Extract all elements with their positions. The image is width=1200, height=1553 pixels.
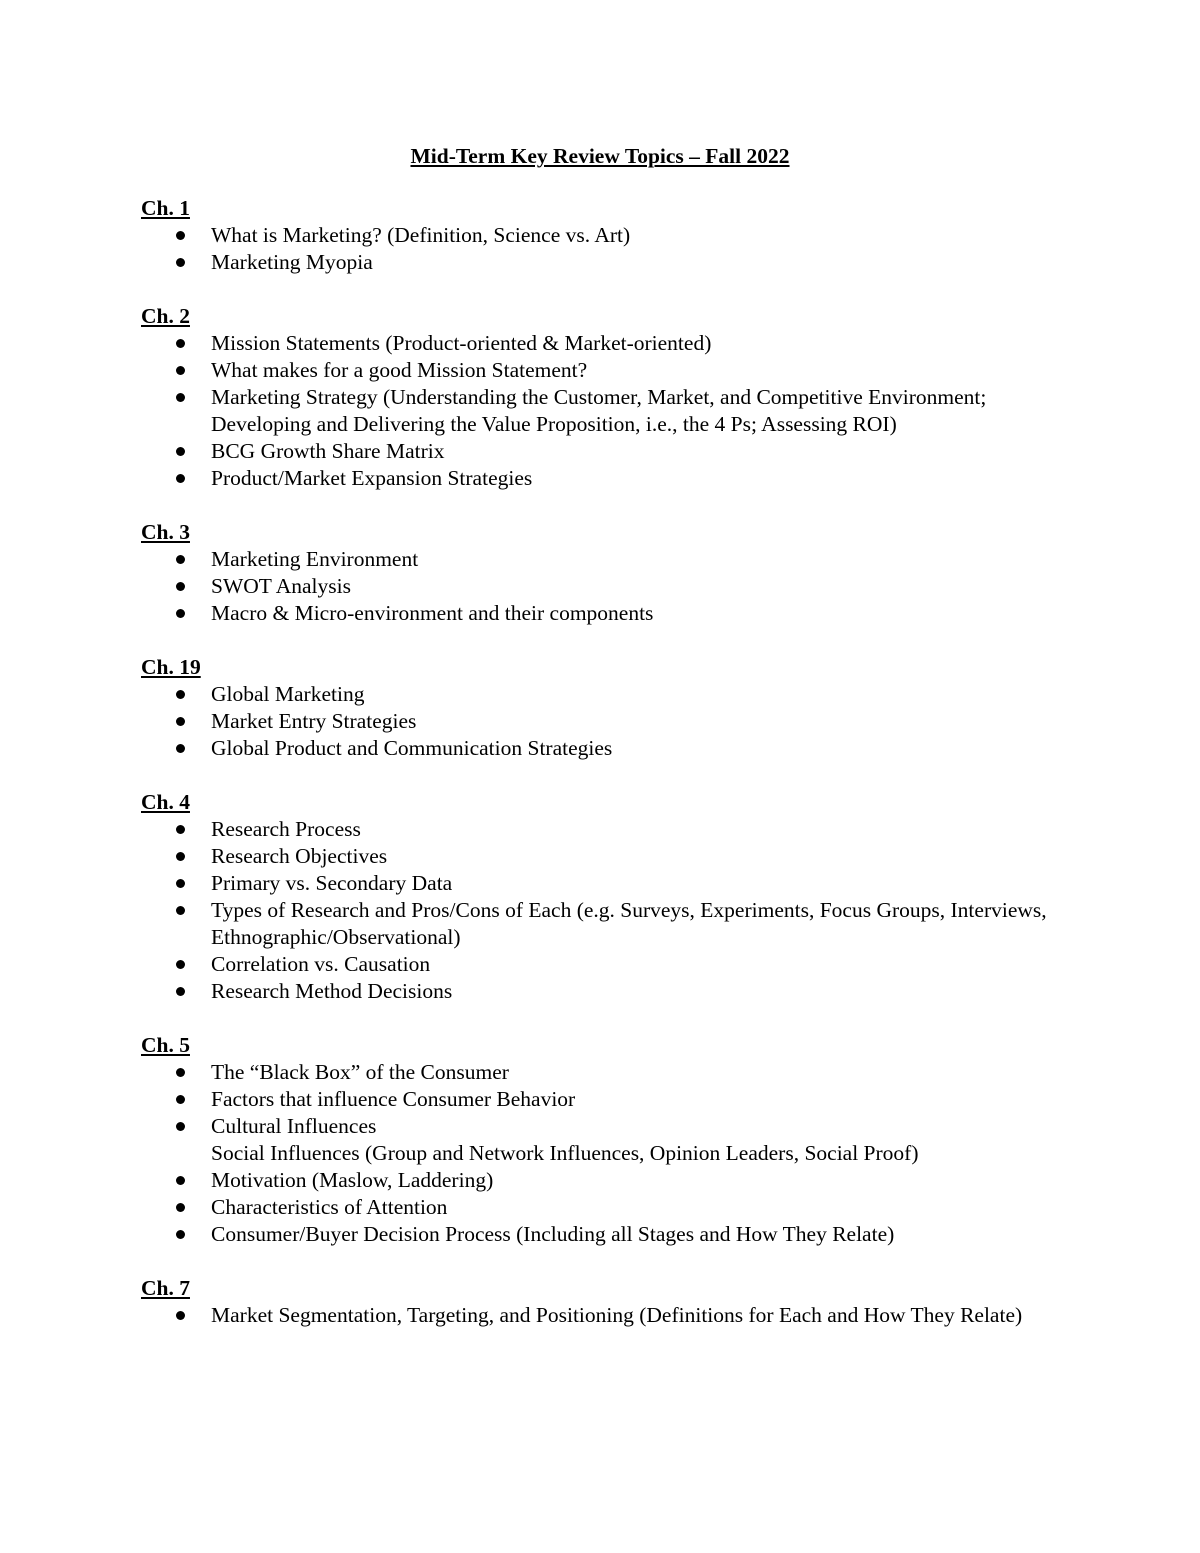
bullet-icon	[176, 1230, 185, 1239]
list-item-text: Research Method Decisions	[211, 979, 453, 1003]
list-item	[141, 1086, 1061, 1113]
section-heading: Ch. 4	[141, 790, 190, 814]
list-item	[141, 222, 1061, 249]
list-item	[141, 465, 1061, 492]
bullet-icon	[176, 231, 185, 240]
list-item-text: Research Process	[211, 817, 361, 841]
list-item-text: Global Marketing	[211, 682, 365, 706]
list-item	[141, 681, 1061, 708]
section-heading: Ch. 5	[141, 1033, 190, 1057]
list-item-text: Types of Research and Pros/Cons of Each (e.g. Surveys, Experiments, Focus Groups, Interviews, Ethnographic/Observational)	[211, 898, 1047, 949]
list-item	[141, 1167, 1061, 1194]
topic-list	[141, 1302, 1061, 1329]
bullet-icon	[176, 852, 185, 861]
list-item-text: Motivation (Maslow, Laddering)	[211, 1168, 494, 1192]
list-item-continuation: Social Influences (Group and Network Influences, Opinion Leaders, Social Proof)	[211, 1141, 919, 1165]
list-item-text: Research Objectives	[211, 844, 388, 868]
list-item	[141, 951, 1061, 978]
list-item-text: The “Black Box” of the Consumer	[211, 1060, 509, 1084]
section-ch-5	[141, 1032, 1061, 1248]
section-ch-7	[141, 1275, 1061, 1329]
list-item	[141, 1302, 1061, 1329]
bullet-icon	[176, 582, 185, 591]
section-ch-1	[141, 195, 1061, 276]
section-heading: Ch. 2	[141, 304, 190, 328]
list-item	[141, 1194, 1061, 1221]
list-item	[141, 573, 1061, 600]
list-item	[141, 870, 1061, 897]
topic-list	[141, 816, 1061, 1005]
list-item-text: Characteristics of Attention	[211, 1195, 448, 1219]
list-item-text: Factors that influence Consumer Behavior	[211, 1087, 576, 1111]
list-item-text: Market Entry Strategies	[211, 709, 417, 733]
bullet-icon	[176, 1203, 185, 1212]
bullet-icon	[176, 1122, 185, 1131]
bullet-icon	[176, 906, 185, 915]
topic-list	[141, 546, 1061, 627]
list-item	[141, 978, 1061, 1005]
list-item	[141, 384, 1061, 438]
list-item	[141, 1221, 1061, 1248]
list-item	[141, 357, 1061, 384]
list-item-text: SWOT Analysis	[211, 574, 351, 598]
list-item	[141, 330, 1061, 357]
list-item	[141, 816, 1061, 843]
list-item-text: Macro & Micro-environment and their components	[211, 601, 654, 625]
bullet-icon	[176, 339, 185, 348]
list-item	[141, 1113, 1061, 1167]
section-ch-19	[141, 654, 1061, 762]
bullet-icon	[176, 366, 185, 375]
bullet-icon	[176, 1176, 185, 1185]
list-item-text: Primary vs. Secondary Data	[211, 871, 453, 895]
list-item-text: What makes for a good Mission Statement?	[211, 358, 588, 382]
bullet-icon	[176, 1311, 185, 1320]
section-heading: Ch. 1	[141, 196, 190, 220]
list-item	[141, 1059, 1061, 1086]
bullet-icon	[176, 474, 185, 483]
topic-list	[141, 222, 1061, 276]
list-item-text: BCG Growth Share Matrix	[211, 439, 445, 463]
document-title: Mid-Term Key Review Topics – Fall 2022	[410, 144, 790, 168]
bullet-icon	[176, 1068, 185, 1077]
list-item-text: Product/Market Expansion Strategies	[211, 466, 533, 490]
list-item-text: Correlation vs. Causation	[211, 952, 431, 976]
bullet-icon	[176, 393, 185, 402]
list-item	[141, 546, 1061, 573]
list-item-text: Cultural Influences	[211, 1114, 377, 1138]
bullet-icon	[176, 744, 185, 753]
bullet-icon	[176, 555, 185, 564]
list-item	[141, 600, 1061, 627]
bullet-icon	[176, 447, 185, 456]
list-item-text: Consumer/Buyer Decision Process (Including all Stages and How They Relate)	[211, 1222, 895, 1246]
bullet-icon	[176, 960, 185, 969]
topic-list	[141, 330, 1061, 492]
bullet-icon	[176, 717, 185, 726]
list-item	[141, 735, 1061, 762]
list-item-text: Global Product and Communication Strategies	[211, 736, 613, 760]
list-item-text: Marketing Strategy (Understanding the Customer, Market, and Competitive Environment; Developing and Delivering the Value Proposition, i.e., the 4 Ps; Assessing ROI)	[211, 385, 987, 436]
list-item-text: Market Segmentation, Targeting, and Positioning (Definitions for Each and How They Relate)	[211, 1303, 1023, 1327]
bullet-icon	[176, 609, 185, 618]
list-item	[141, 897, 1061, 951]
section-heading: Ch. 7	[141, 1276, 190, 1300]
section-heading: Ch. 3	[141, 520, 190, 544]
list-item-text: What is Marketing? (Definition, Science vs. Art)	[211, 223, 631, 247]
list-item-text: Marketing Environment	[211, 547, 419, 571]
section-heading: Ch. 19	[141, 655, 201, 679]
bullet-icon	[176, 879, 185, 888]
bullet-icon	[176, 258, 185, 267]
section-ch-3	[141, 519, 1061, 627]
document-body	[141, 195, 1061, 1356]
bullet-icon	[176, 987, 185, 996]
list-item-text: Marketing Myopia	[211, 250, 373, 274]
topic-list	[141, 681, 1061, 762]
topic-list	[141, 1059, 1061, 1248]
bullet-icon	[176, 690, 185, 699]
section-ch-2	[141, 303, 1061, 492]
list-item	[141, 438, 1061, 465]
list-item-text: Mission Statements (Product-oriented & Market-oriented)	[211, 331, 712, 355]
section-ch-4	[141, 789, 1061, 1005]
bullet-icon	[176, 825, 185, 834]
list-item	[141, 843, 1061, 870]
bullet-icon	[176, 1095, 185, 1104]
list-item	[141, 249, 1061, 276]
list-item	[141, 708, 1061, 735]
